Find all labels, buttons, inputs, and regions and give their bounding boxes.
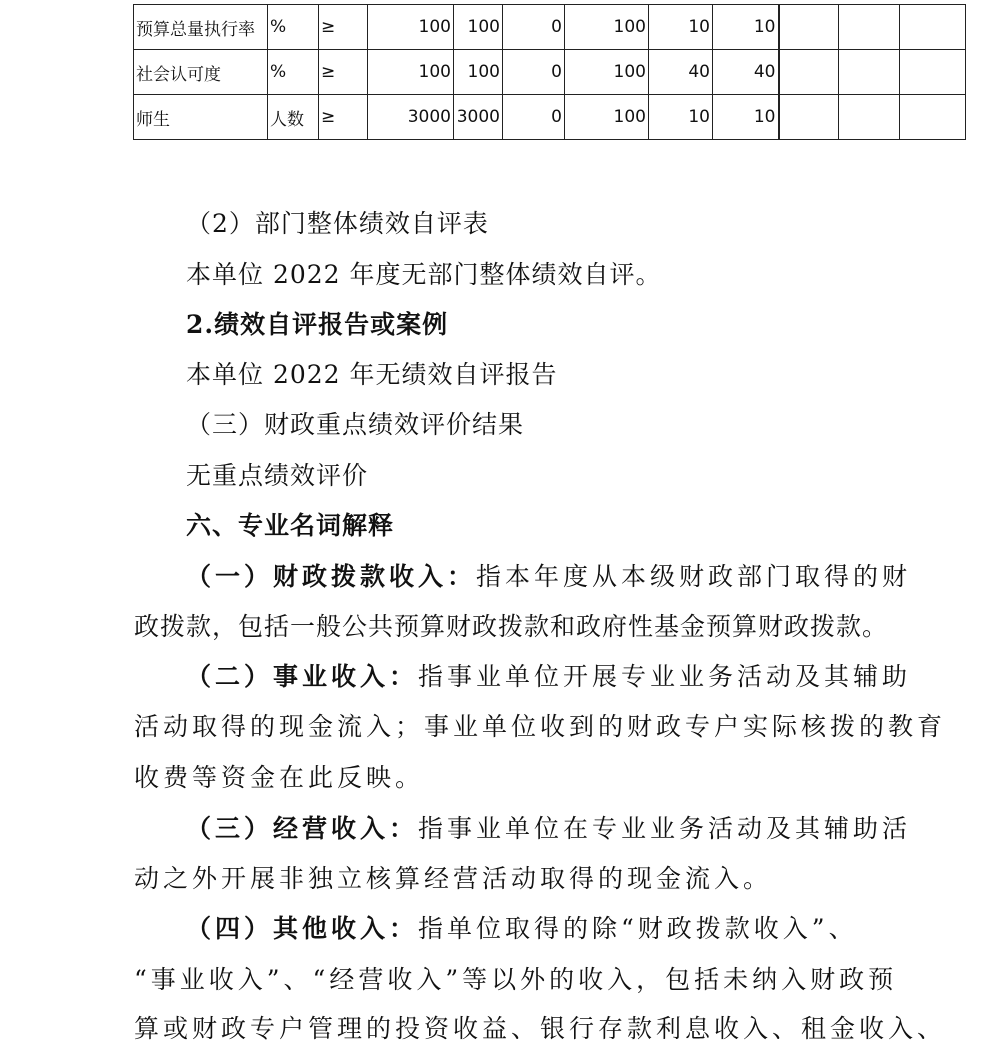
value-cell: 100 [565, 95, 649, 140]
value-cell: 100 [368, 5, 454, 50]
value-cell: 10 [713, 5, 779, 50]
paragraph-report: 本单位 2022 年无绩效自评报告 [186, 360, 558, 389]
value-cell: 0 [503, 5, 565, 50]
term-label: （二）事业收入： [186, 662, 419, 691]
term-label: （三）经营收入： [186, 814, 419, 843]
term-definition-continued: “事业收入”、“经营收入”等以外的收入，包括未纳入财政预 [134, 965, 898, 994]
value-cell: 10 [649, 95, 713, 140]
term-definition: 指单位取得的除“财政拨款收入”、 [418, 914, 858, 943]
table-row [134, 5, 966, 50]
term-definition-continued: 政拨款，包括一般公共预算财政拨款和政府性基金预算财政拨款。 [134, 612, 889, 641]
term-definition: 指事业单位开展专业业务活动及其辅助 [418, 662, 912, 691]
section-heading-key-eval: （三）财政重点绩效评价结果 [186, 410, 525, 439]
table-row [134, 50, 966, 95]
empty-cell [900, 5, 966, 50]
empty-cell [779, 5, 839, 50]
value-cell: 10 [649, 5, 713, 50]
empty-cell [779, 50, 839, 95]
term-business-income [186, 660, 911, 694]
value-cell: 100 [454, 50, 503, 95]
unit-cell: 人数 [268, 95, 319, 140]
indicator-name: 师生 [134, 95, 268, 140]
paragraph-dept-eval: 本单位 2022 年度无部门整体绩效自评。 [186, 260, 662, 289]
term-definition-continued: 动之外开展非独立核算经营活动取得的现金流入。 [134, 864, 773, 893]
empty-cell [839, 50, 900, 95]
value-cell: 100 [565, 5, 649, 50]
unit-cell: % [268, 5, 319, 50]
section-heading-dept-eval: （2）部门整体绩效自评表 [186, 209, 489, 238]
value-cell: 40 [713, 50, 779, 95]
term-definition-continued: 收费等资金在此反映。 [134, 763, 425, 792]
operator-cell: ≥ [319, 50, 368, 95]
term-label: （四）其他收入： [186, 914, 419, 943]
term-other-income [186, 912, 858, 946]
empty-cell [779, 95, 839, 140]
performance-table [133, 4, 966, 140]
value-cell: 0 [503, 50, 565, 95]
value-cell: 10 [713, 95, 779, 140]
value-cell: 0 [503, 95, 565, 140]
operator-cell: ≥ [319, 95, 368, 140]
section-heading-report: 2.绩效自评报告或案例 [186, 310, 449, 339]
term-definition-continued: 算或财政专户管理的投资收益、银行存款利息收入、租金收入、 [134, 1014, 947, 1043]
value-cell: 3000 [454, 95, 503, 140]
operator-cell: ≥ [319, 5, 368, 50]
term-definition-continued: 活动取得的现金流入；事业单位收到的财政专户实际核拨的教育 [134, 712, 947, 741]
paragraph-key-eval: 无重点绩效评价 [186, 461, 369, 490]
term-operating-income [186, 812, 911, 846]
value-cell: 100 [368, 50, 454, 95]
value-cell: 40 [649, 50, 713, 95]
value-cell: 100 [565, 50, 649, 95]
term-definition: 指本年度从本级财政部门取得的财 [476, 562, 912, 591]
term-definition: 指事业单位在专业业务活动及其辅助活 [418, 814, 912, 843]
value-cell: 3000 [368, 95, 454, 140]
empty-cell [839, 5, 900, 50]
section-heading-terms: 六、专业名词解释 [186, 511, 395, 540]
unit-cell: % [268, 50, 319, 95]
value-cell: 100 [454, 5, 503, 50]
table-row [134, 95, 966, 140]
empty-cell [900, 95, 966, 140]
indicator-name: 预算总量执行率 [134, 5, 268, 50]
indicator-name: 社会认可度 [134, 50, 268, 95]
term-label: （一）财政拨款收入： [186, 562, 477, 591]
empty-cell [839, 95, 900, 140]
term-fiscal-appropriation [186, 560, 911, 594]
empty-cell [900, 50, 966, 95]
